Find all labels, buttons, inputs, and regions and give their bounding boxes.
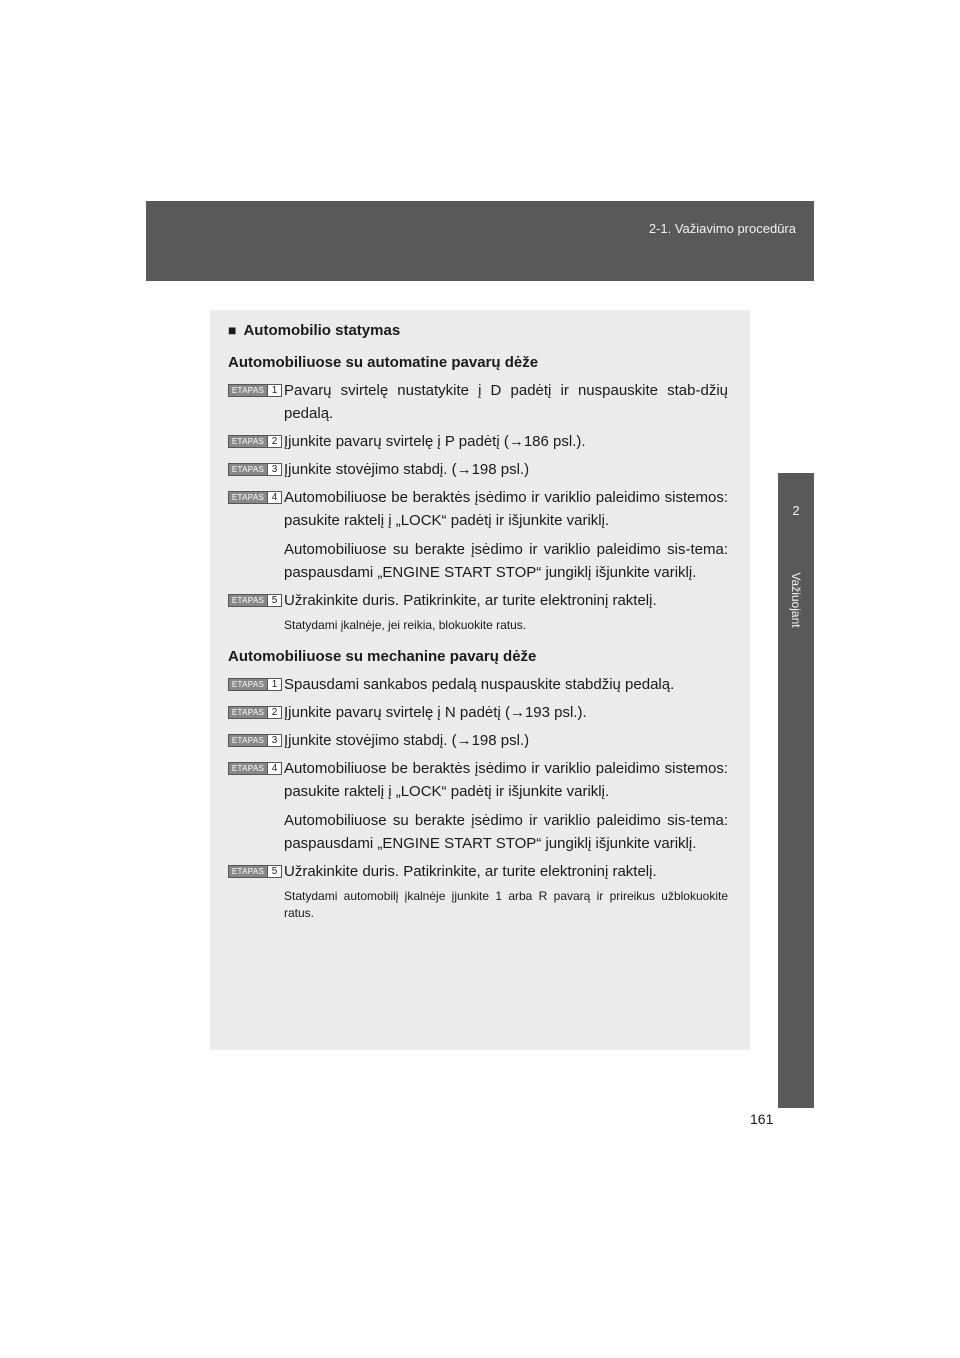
step-badge-label: ETAPAS bbox=[229, 492, 267, 503]
step-badge-label: ETAPAS bbox=[229, 464, 267, 475]
step-text bbox=[284, 673, 728, 696]
step-text bbox=[284, 379, 728, 425]
step-badge-number: 3 bbox=[267, 735, 281, 746]
step-line: Spausdami sankabos pedalą nuspauskite stabdžių pedalą. bbox=[284, 676, 675, 693]
step-text bbox=[284, 486, 728, 584]
chapter-number: 2 bbox=[792, 503, 800, 518]
step-badge-label: ETAPAS bbox=[229, 763, 267, 774]
step-line: Užrakinkite duris. Patikrinkite, ar turite elektroninį raktelį. bbox=[284, 863, 657, 880]
step-line: Automobiliuose be beraktės įsėdimo ir variklio paleidimo sistemos: pasukite raktelį į „LOCK“ padėtį ir išjunkite variklį. bbox=[284, 489, 728, 529]
step-line: Automobiliuose su berakte įsėdimo ir variklio paleidimo sis-tema: paspausdami „ENGINE START STOP“ jungiklį išjunkite variklį. bbox=[284, 541, 728, 581]
step-text bbox=[284, 860, 728, 883]
square-bullet-icon: ■ bbox=[228, 322, 237, 338]
section-heading-manual: Automobiliuose su mechanine pavarų dėže bbox=[228, 648, 537, 665]
step-badge-number: 5 bbox=[267, 866, 281, 877]
step-badge-label: ETAPAS bbox=[229, 707, 267, 718]
step-badge bbox=[228, 865, 282, 878]
step-badge bbox=[228, 463, 282, 476]
step-badge bbox=[228, 435, 282, 448]
step-badge bbox=[228, 678, 282, 691]
step-line: Užrakinkite duris. Patikrinkite, ar turite elektroninį raktelį. bbox=[284, 592, 657, 609]
step-badge-number: 1 bbox=[267, 679, 281, 690]
step-badge-label: ETAPAS bbox=[229, 866, 267, 877]
box-title bbox=[228, 322, 728, 341]
chapter-label: Važiuojant bbox=[789, 572, 803, 628]
step-item bbox=[228, 673, 728, 696]
step-text bbox=[284, 589, 728, 612]
step-text bbox=[284, 757, 728, 855]
step-badge bbox=[228, 491, 282, 504]
step-badge-label: ETAPAS bbox=[229, 679, 267, 690]
step-badge-number: 4 bbox=[267, 492, 281, 503]
step-badge-label: ETAPAS bbox=[229, 595, 267, 606]
header-band bbox=[146, 201, 814, 281]
step-text bbox=[284, 458, 728, 481]
info-box bbox=[210, 310, 750, 1050]
step-item bbox=[228, 379, 728, 425]
step-badge bbox=[228, 762, 282, 775]
step-badge bbox=[228, 734, 282, 747]
step-line: Įjunkite pavarų svirtelę į N padėtį (→193 psl.). bbox=[284, 704, 587, 721]
step-line: Įjunkite pavarų svirtelę į P padėtį (→186 psl.). bbox=[284, 433, 586, 450]
step-text bbox=[284, 430, 728, 453]
section-heading-automatic: Automobiliuose su automatine pavarų dėže bbox=[228, 354, 539, 371]
step-badge-label: ETAPAS bbox=[229, 436, 267, 447]
box-title-text: Automobilio statymas bbox=[243, 322, 401, 339]
step-item bbox=[228, 589, 728, 612]
step-badge-label: ETAPAS bbox=[229, 385, 267, 396]
step-item bbox=[228, 486, 728, 584]
step-item bbox=[228, 458, 728, 481]
step-line: Įjunkite stovėjimo stabdį. (→198 psl.) bbox=[284, 461, 530, 478]
step-badge bbox=[228, 706, 282, 719]
step-badge bbox=[228, 384, 282, 397]
step-line: Automobiliuose su berakte įsėdimo ir variklio paleidimo sis-tema: paspausdami „ENGINE START STOP“ jungiklį išjunkite variklį. bbox=[284, 812, 728, 852]
page-number: 161 bbox=[750, 1111, 774, 1127]
step-text bbox=[284, 729, 728, 752]
step-item bbox=[228, 860, 728, 883]
step-note: Statydami automobilį įkalnėje įjunkite 1 arba R pavarą ir prireikus užblokuokite ratus. bbox=[284, 889, 728, 920]
step-badge-number: 1 bbox=[267, 385, 281, 396]
step-note: Statydami įkalnėje, jei reikia, blokuokite ratus. bbox=[284, 618, 527, 632]
step-text bbox=[284, 701, 728, 724]
section-title: 2-1. Važiavimo procedūra bbox=[648, 221, 796, 236]
step-badge-label: ETAPAS bbox=[229, 735, 267, 746]
step-item bbox=[228, 430, 728, 453]
step-badge-number: 2 bbox=[267, 436, 281, 447]
step-badge-number: 3 bbox=[267, 464, 281, 475]
step-item bbox=[228, 701, 728, 724]
chapter-side-tab bbox=[778, 473, 814, 1108]
step-line: Įjunkite stovėjimo stabdį. (→198 psl.) bbox=[284, 732, 530, 749]
step-badge-number: 2 bbox=[267, 707, 281, 718]
step-line: Pavarų svirtelę nustatykite į D padėtį ir nuspauskite stab-džių pedalą. bbox=[284, 382, 728, 422]
step-item bbox=[228, 757, 728, 855]
step-badge-number: 5 bbox=[267, 595, 281, 606]
step-item bbox=[228, 729, 728, 752]
step-line: Automobiliuose be beraktės įsėdimo ir variklio paleidimo sistemos: pasukite raktelį į „LOCK“ padėtį ir išjunkite variklį. bbox=[284, 760, 728, 800]
step-badge-number: 4 bbox=[267, 763, 281, 774]
step-badge bbox=[228, 594, 282, 607]
